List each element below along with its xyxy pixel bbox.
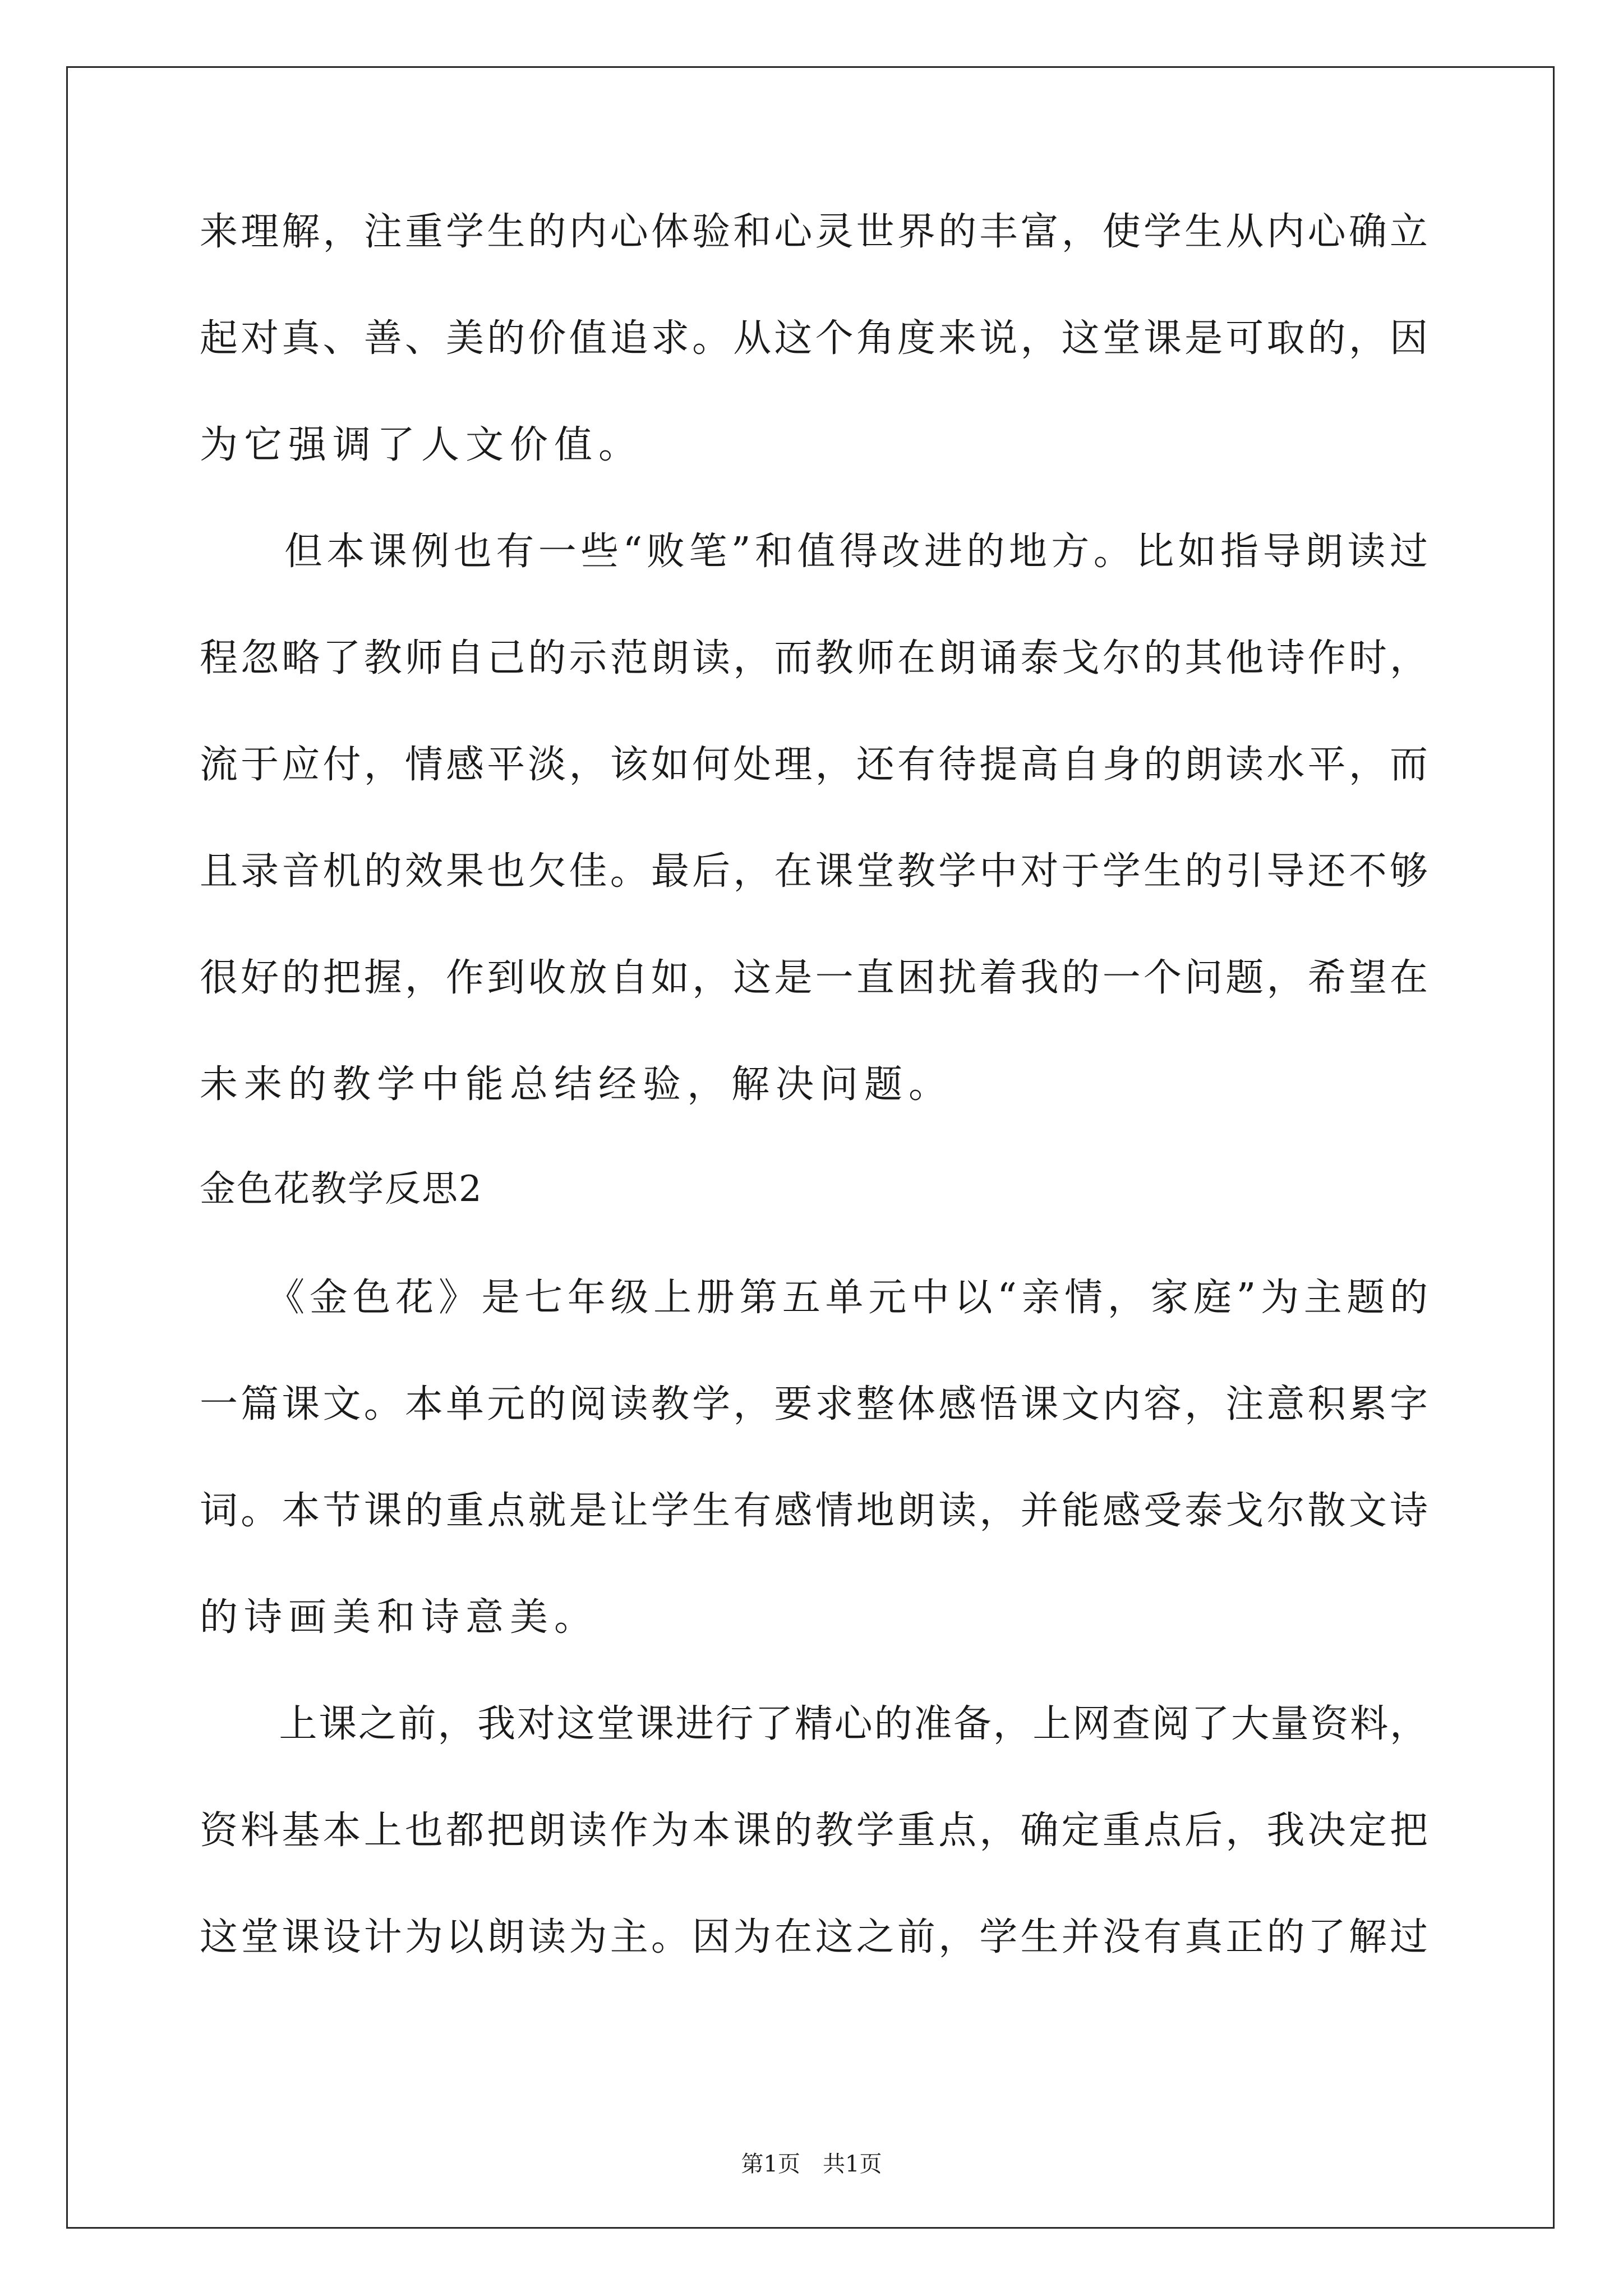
paragraph-line: 词。本节课的重点就是让学生有感情地朗读，并能感受泰戈尔散文诗 bbox=[200, 1489, 1428, 1533]
page-number-label: 第1页 共1页 bbox=[741, 2151, 882, 2177]
paragraph-line: 程忽略了教师自己的示范朗读，而教师在朗诵泰戈尔的其他诗作时， bbox=[200, 636, 1428, 680]
paragraph-line: 一篇课文。本单元的阅读教学，要求整体感悟课文内容，注意积累字 bbox=[200, 1382, 1428, 1427]
section-title: 金色花教学反思2 bbox=[200, 1168, 483, 1210]
paragraph-line: 起对真、善、美的价值追求。从这个角度来说，这堂课是可取的，因 bbox=[200, 316, 1428, 361]
paragraph-line: 的诗画美和诗意美。 bbox=[200, 1595, 599, 1640]
paragraph-line: 上课之前，我对这堂课进行了精心的准备，上网查阅了大量资料， bbox=[200, 1702, 1428, 1746]
paragraph-line: 为它强调了人文价值。 bbox=[200, 423, 643, 467]
paragraph-line: 很好的把握，作到收放自如，这是一直困扰着我的一个问题，希望在 bbox=[200, 956, 1428, 1000]
paragraph-line: 资料基本上也都把朗读作为本课的教学重点，确定重点后，我决定把 bbox=[200, 1809, 1428, 1853]
paragraph-line: 来理解，注重学生的内心体验和心灵世界的丰富，使学生从内心确立 bbox=[200, 210, 1428, 254]
paragraph-line: 《金色花》是七年级上册第五单元中以“亲情，家庭”为主题的 bbox=[200, 1276, 1428, 1320]
page-border bbox=[66, 66, 1555, 2229]
paragraph-line: 这堂课设计为以朗读为主。因为在这之前，学生并没有真正的了解过 bbox=[200, 1915, 1428, 1959]
paragraph-line: 但本课例也有一些“败笔”和值得改进的地方。比如指导朗读过 bbox=[200, 530, 1428, 574]
paragraph-line: 流于应付，情感平淡，该如何处理，还有待提高自身的朗读水平，而 bbox=[200, 743, 1428, 787]
page-footer bbox=[0, 2146, 1623, 2178]
paragraph-line: 且录音机的效果也欠佳。最后，在课堂教学中对于学生的引导还不够 bbox=[200, 849, 1428, 894]
paragraph-line: 未来的教学中能总结经验，解决问题。 bbox=[200, 1062, 953, 1107]
